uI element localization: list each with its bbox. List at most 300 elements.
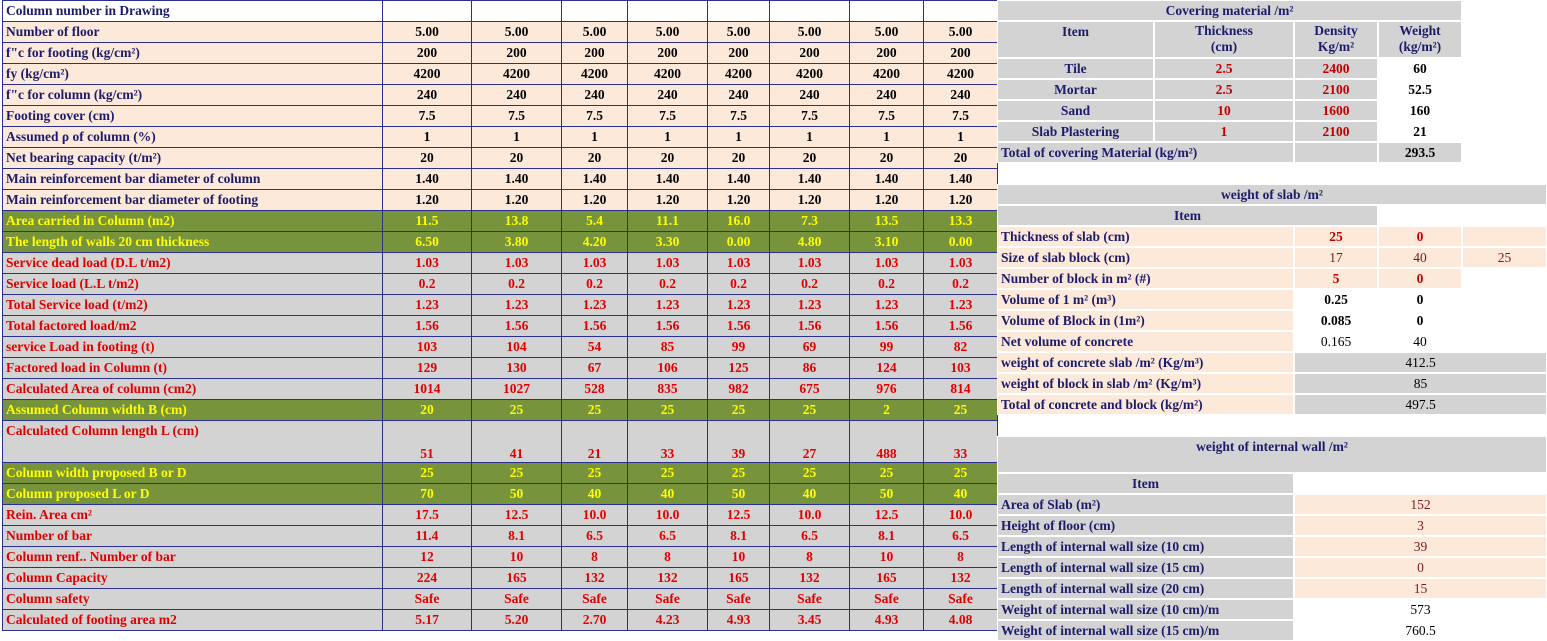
table-cell: 69 — [770, 337, 850, 358]
table-cell: 488 — [850, 421, 924, 463]
covering-density: 2100 — [1294, 121, 1378, 142]
table-cell: 240 — [472, 85, 562, 106]
table-cell: 1.56 — [628, 316, 708, 337]
table-cell: 3.30 — [628, 232, 708, 253]
covering-weight: 60 — [1378, 58, 1462, 79]
table-cell: 1.56 — [472, 316, 562, 337]
slab-blocks-v2: 0 — [1378, 268, 1462, 289]
table-cell: 4.80 — [770, 232, 850, 253]
table-row — [3, 337, 998, 358]
table-cell: 132 — [562, 568, 628, 589]
covering-thickness: 2.5 — [1154, 58, 1294, 79]
table-row — [3, 190, 998, 211]
table-cell: 106 — [628, 358, 708, 379]
table-cell: 1.20 — [472, 190, 562, 211]
slab-volblock-v2: 0 — [1378, 310, 1462, 331]
table-row — [3, 421, 998, 463]
table-cell: 4200 — [924, 64, 998, 85]
table-cell: 814 — [924, 379, 998, 400]
table-cell: 25 — [924, 400, 998, 421]
table-cell: 6.5 — [562, 526, 628, 547]
table-cell: 12.5 — [472, 505, 562, 526]
table-cell: 6.5 — [628, 526, 708, 547]
table-cell: 25 — [383, 463, 472, 484]
table-row — [3, 106, 998, 127]
table-cell: 7.5 — [562, 106, 628, 127]
table-cell: 0.00 — [924, 232, 998, 253]
table-cell: 50 — [850, 484, 924, 505]
table-cell: 1.20 — [850, 190, 924, 211]
table-cell: 25 — [472, 400, 562, 421]
slab-wconc-value: 412.5 — [1294, 352, 1547, 373]
slab-wblock-label: weight of block in slab /m² (Kg/m³) — [997, 373, 1294, 394]
table-cell: 0.00 — [708, 232, 770, 253]
table-cell: 25 — [708, 400, 770, 421]
slab-thickness-v1: 25 — [1294, 226, 1378, 247]
table-cell: 3.80 — [472, 232, 562, 253]
wall-row-value: 15 — [1294, 578, 1547, 599]
slab-thickness-label: Thickness of slab (cm) — [997, 226, 1294, 247]
table-cell: 1 — [383, 127, 472, 148]
table-cell — [850, 1, 924, 22]
covering-weight: 21 — [1378, 121, 1462, 142]
table-cell: 25 — [770, 463, 850, 484]
slab-block-size-v2: 40 — [1378, 247, 1462, 268]
table-cell: 1.23 — [383, 295, 472, 316]
table-cell: 132 — [628, 568, 708, 589]
slab-vol1-v2: 0 — [1378, 289, 1462, 310]
table-cell: 4200 — [562, 64, 628, 85]
table-cell — [472, 1, 562, 22]
covering-thickness-header: Thickness (cm) — [1154, 21, 1294, 58]
table-cell: 0.2 — [472, 274, 562, 295]
table-cell: 1.03 — [708, 253, 770, 274]
table-cell: 1.40 — [770, 169, 850, 190]
table-cell: 5.00 — [850, 22, 924, 43]
row-label: fy (kg/cm²) — [3, 64, 383, 85]
table-cell: 10 — [708, 547, 770, 568]
table-cell: 20 — [924, 148, 998, 169]
table-row — [3, 295, 998, 316]
table-cell: 200 — [472, 43, 562, 64]
table-cell: 20 — [708, 148, 770, 169]
table-cell: 54 — [562, 337, 628, 358]
table-cell: 1.40 — [850, 169, 924, 190]
row-label: Rein. Area cm² — [3, 505, 383, 526]
table-cell: 25 — [472, 463, 562, 484]
table-cell: 0.2 — [708, 274, 770, 295]
table-cell: 11.5 — [383, 211, 472, 232]
row-label: f"c for footing (kg/cm²) — [3, 43, 383, 64]
table-cell: 1.03 — [383, 253, 472, 274]
covering-total-label: Total of covering Material (kg/m²) — [997, 142, 1294, 163]
table-cell: 0.2 — [924, 274, 998, 295]
table-cell — [770, 1, 850, 22]
table-cell: 104 — [472, 337, 562, 358]
table-cell: 85 — [628, 337, 708, 358]
table-cell: 240 — [383, 85, 472, 106]
wall-row-value: 3 — [1294, 515, 1547, 536]
slab-total-label: Total of concrete and block (kg/m²) — [997, 394, 1294, 415]
wall-header-blank — [1294, 473, 1547, 494]
table-cell: 4200 — [628, 64, 708, 85]
table-cell: 1.03 — [850, 253, 924, 274]
table-row — [3, 211, 998, 232]
table-cell: 25 — [628, 400, 708, 421]
table-row — [3, 379, 998, 400]
table-cell: 130 — [472, 358, 562, 379]
table-row — [3, 1, 998, 22]
table-cell: 25 — [628, 463, 708, 484]
table-cell: Safe — [628, 589, 708, 610]
table-cell: 8 — [924, 547, 998, 568]
table-cell: 1.03 — [562, 253, 628, 274]
table-cell: 1.40 — [562, 169, 628, 190]
table-cell: 39 — [708, 421, 770, 463]
table-cell: 8.1 — [708, 526, 770, 547]
table-cell: 1.20 — [562, 190, 628, 211]
covering-weight-header: Weight (kg/m²) — [1378, 21, 1462, 58]
table-cell: 70 — [383, 484, 472, 505]
table-cell: 17.5 — [383, 505, 472, 526]
table-cell: 99 — [850, 337, 924, 358]
covering-weight: 52.5 — [1378, 79, 1462, 100]
table-cell: 11.4 — [383, 526, 472, 547]
table-cell: 13.8 — [472, 211, 562, 232]
table-cell: 13.3 — [924, 211, 998, 232]
table-cell: 67 — [562, 358, 628, 379]
table-cell: 20 — [472, 148, 562, 169]
table-cell: 976 — [850, 379, 924, 400]
table-cell: 25 — [770, 400, 850, 421]
table-cell: 25 — [850, 463, 924, 484]
slab-header-blank1 — [1378, 205, 1462, 226]
table-cell: 6.5 — [924, 526, 998, 547]
row-label: Column safety — [3, 589, 383, 610]
table-cell: 5.17 — [383, 610, 472, 631]
covering-item: Slab Plastering — [997, 121, 1154, 142]
row-label: Total factored load/m2 — [3, 316, 383, 337]
table-cell: 1.03 — [628, 253, 708, 274]
table-cell: 20 — [628, 148, 708, 169]
table-cell: 528 — [562, 379, 628, 400]
table-row — [3, 274, 998, 295]
wall-row-value: 573 — [1294, 599, 1547, 620]
wall-row-label: Length of internal wall size (20 cm) — [997, 578, 1294, 599]
table-cell: 835 — [628, 379, 708, 400]
table-cell: 40 — [924, 484, 998, 505]
table-cell: 165 — [472, 568, 562, 589]
table-cell: 20 — [383, 400, 472, 421]
table-cell: 8.1 — [850, 526, 924, 547]
table-cell: 124 — [850, 358, 924, 379]
table-row — [3, 85, 998, 106]
row-label: Column width proposed B or D — [3, 463, 383, 484]
row-label: Column Capacity — [3, 568, 383, 589]
table-cell: 4.93 — [850, 610, 924, 631]
table-cell: 7.5 — [383, 106, 472, 127]
covering-density: 2100 — [1294, 79, 1378, 100]
table-cell: 0.2 — [383, 274, 472, 295]
table-cell: 224 — [383, 568, 472, 589]
table-cell: 1.23 — [924, 295, 998, 316]
row-label: Number of floor — [3, 22, 383, 43]
slab-blocks-label: Number of block in m² (#) — [997, 268, 1294, 289]
table-cell: 7.5 — [924, 106, 998, 127]
row-label: f"c for column (kg/cm²) — [3, 85, 383, 106]
row-label: Main reinforcement bar diameter of footing — [3, 190, 383, 211]
table-cell: 1 — [708, 127, 770, 148]
table-cell: 240 — [562, 85, 628, 106]
table-cell: 125 — [708, 358, 770, 379]
table-cell: 33 — [924, 421, 998, 463]
table-cell: 165 — [850, 568, 924, 589]
table-cell: 10 — [850, 547, 924, 568]
table-cell: 99 — [708, 337, 770, 358]
table-cell — [708, 1, 770, 22]
table-cell: 240 — [628, 85, 708, 106]
slab-total-value: 497.5 — [1294, 394, 1547, 415]
table-cell: 1.03 — [924, 253, 998, 274]
table-cell: 41 — [472, 421, 562, 463]
wall-title: weight of internal wall /m² — [997, 436, 1547, 473]
table-cell: 1.20 — [708, 190, 770, 211]
slab-netvol-v1: 0.165 — [1294, 331, 1378, 352]
table-cell: 50 — [708, 484, 770, 505]
table-row — [3, 253, 998, 274]
table-cell: 1 — [770, 127, 850, 148]
table-cell: 33 — [628, 421, 708, 463]
table-cell: 4.23 — [628, 610, 708, 631]
row-label: Factored load in Column (t) — [3, 358, 383, 379]
table-cell: 20 — [383, 148, 472, 169]
table-cell: 1.03 — [472, 253, 562, 274]
table-cell: 40 — [562, 484, 628, 505]
slab-vol1-label: Volume of 1 m² (m³) — [997, 289, 1294, 310]
covering-item: Tile — [997, 58, 1154, 79]
covering-total-blank — [1294, 142, 1378, 163]
table-cell: 25 — [708, 463, 770, 484]
table-cell: 1.20 — [770, 190, 850, 211]
table-cell: 82 — [924, 337, 998, 358]
table-row — [3, 316, 998, 337]
table-cell: 1027 — [472, 379, 562, 400]
table-cell: 200 — [562, 43, 628, 64]
table-cell: 12.5 — [850, 505, 924, 526]
table-cell: Safe — [472, 589, 562, 610]
table-cell: 25 — [924, 463, 998, 484]
table-row — [3, 358, 998, 379]
table-cell: 4.93 — [708, 610, 770, 631]
covering-thickness: 10 — [1154, 100, 1294, 121]
table-cell: 1.23 — [628, 295, 708, 316]
table-cell: 21 — [562, 421, 628, 463]
row-label: service Load in footing (t) — [3, 337, 383, 358]
table-cell: 5.00 — [472, 22, 562, 43]
wall-row-label: Length of internal wall size (10 cm) — [997, 536, 1294, 557]
table-cell: 25 — [562, 463, 628, 484]
table-cell: 0.2 — [770, 274, 850, 295]
table-cell: 13.5 — [850, 211, 924, 232]
table-cell: 10.0 — [770, 505, 850, 526]
covering-density: 1600 — [1294, 100, 1378, 121]
table-cell: 1.23 — [708, 295, 770, 316]
table-cell: 1.23 — [472, 295, 562, 316]
row-label: Number of bar — [3, 526, 383, 547]
table-row — [3, 22, 998, 43]
table-cell: 6.50 — [383, 232, 472, 253]
wall-row-label: Area of Slab (m²) — [997, 494, 1294, 515]
table-cell: 4.20 — [562, 232, 628, 253]
slab-block-size-label: Size of slab block (cm) — [997, 247, 1294, 268]
slab-vol1-v1: 0.25 — [1294, 289, 1378, 310]
table-row — [3, 505, 998, 526]
table-cell: 5.00 — [562, 22, 628, 43]
row-label: Assumed ρ of column (%) — [3, 127, 383, 148]
table-cell: 240 — [924, 85, 998, 106]
column-design-table — [2, 0, 998, 631]
table-cell — [383, 1, 472, 22]
slab-block-size-v1: 17 — [1294, 247, 1378, 268]
table-cell: 20 — [770, 148, 850, 169]
table-cell: 11.1 — [628, 211, 708, 232]
covering-item: Mortar — [997, 79, 1154, 100]
table-cell: 1.40 — [472, 169, 562, 190]
table-cell: 20 — [850, 148, 924, 169]
table-row — [3, 400, 998, 421]
row-label: Calculated Area of column (cm2) — [3, 379, 383, 400]
row-label: Calculated Column length L (cm) — [3, 421, 383, 463]
table-cell: 8 — [562, 547, 628, 568]
covering-thickness: 1 — [1154, 121, 1294, 142]
table-cell: 7.5 — [770, 106, 850, 127]
wall-row-value: 152 — [1294, 494, 1547, 515]
table-cell: 51 — [383, 421, 472, 463]
table-row — [3, 484, 998, 505]
table-cell: 4200 — [770, 64, 850, 85]
table-cell: 5.4 — [562, 211, 628, 232]
table-cell: 4200 — [472, 64, 562, 85]
table-cell: 10.0 — [628, 505, 708, 526]
table-cell: 12.5 — [708, 505, 770, 526]
table-cell — [628, 1, 708, 22]
table-cell: 1014 — [383, 379, 472, 400]
table-cell: 6.5 — [770, 526, 850, 547]
slab-thickness-blank — [1462, 226, 1547, 247]
covering-item: Sand — [997, 100, 1154, 121]
table-cell: 7.5 — [850, 106, 924, 127]
table-cell: 1.03 — [770, 253, 850, 274]
slab-title: weight of slab /m² — [997, 184, 1547, 205]
row-label: Main reinforcement bar diameter of column — [3, 169, 383, 190]
wall-row-value: 39 — [1294, 536, 1547, 557]
table-cell: 2.70 — [562, 610, 628, 631]
table-cell: 1 — [472, 127, 562, 148]
table-cell: 40 — [770, 484, 850, 505]
table-cell: 675 — [770, 379, 850, 400]
covering-thickness: 2.5 — [1154, 79, 1294, 100]
table-cell: 1.40 — [383, 169, 472, 190]
table-cell: 40 — [628, 484, 708, 505]
table-cell: 5.20 — [472, 610, 562, 631]
table-cell: 1.56 — [562, 316, 628, 337]
slab-netvol-v2: 40 — [1378, 331, 1462, 352]
table-cell: 240 — [708, 85, 770, 106]
table-cell: Safe — [708, 589, 770, 610]
side-panel — [997, 0, 1547, 636]
table-cell: 7.5 — [708, 106, 770, 127]
table-row — [3, 589, 998, 610]
table-cell: 132 — [924, 568, 998, 589]
table-row — [3, 64, 998, 85]
slab-volblock-label: Volume of Block in (1m²) — [997, 310, 1294, 331]
table-cell: 1 — [628, 127, 708, 148]
table-cell: 132 — [770, 568, 850, 589]
table-cell: 5.00 — [770, 22, 850, 43]
table-cell: 10.0 — [562, 505, 628, 526]
table-cell: 1.23 — [850, 295, 924, 316]
wall-row-value: 0 — [1294, 557, 1547, 578]
table-cell: 4.08 — [924, 610, 998, 631]
covering-weight: 160 — [1378, 100, 1462, 121]
table-cell: 8 — [770, 547, 850, 568]
table-cell: 20 — [562, 148, 628, 169]
covering-item-header: Item — [997, 21, 1154, 58]
covering-total-value: 293.5 — [1378, 142, 1462, 163]
row-label: Total Service load (t/m2) — [3, 295, 383, 316]
table-row — [3, 169, 998, 190]
table-cell: 1.56 — [850, 316, 924, 337]
table-cell: 982 — [708, 379, 770, 400]
table-cell: 7.5 — [472, 106, 562, 127]
table-cell: 5.00 — [924, 22, 998, 43]
table-cell: 1.40 — [628, 169, 708, 190]
table-cell: 240 — [850, 85, 924, 106]
table-cell: 103 — [383, 337, 472, 358]
table-cell: 200 — [850, 43, 924, 64]
table-cell: 5.00 — [708, 22, 770, 43]
row-label: Footing cover (cm) — [3, 106, 383, 127]
slab-volblock-v1: 0.085 — [1294, 310, 1378, 331]
table-cell: Safe — [383, 589, 472, 610]
table-cell: 5.00 — [383, 22, 472, 43]
row-label: Net bearing capacity (t/m²) — [3, 148, 383, 169]
row-label: The length of walls 20 cm thickness — [3, 232, 383, 253]
table-cell: 4200 — [708, 64, 770, 85]
table-cell: 0.2 — [628, 274, 708, 295]
table-row — [3, 568, 998, 589]
table-cell: 86 — [770, 358, 850, 379]
table-cell: Safe — [562, 589, 628, 610]
slab-wblock-value: 85 — [1294, 373, 1547, 394]
table-cell: 3.10 — [850, 232, 924, 253]
table-cell: 1.20 — [924, 190, 998, 211]
covering-density-header: Density Kg/m² — [1294, 21, 1378, 58]
slab-wconc-label: weight of concrete slab /m² (Kg/m³) — [997, 352, 1294, 373]
wall-row-label: Height of floor (cm) — [997, 515, 1294, 536]
table-cell: 1.40 — [924, 169, 998, 190]
table-cell: 1.20 — [628, 190, 708, 211]
table-cell: 7.3 — [770, 211, 850, 232]
table-cell: 103 — [924, 358, 998, 379]
wall-row-label: Weight of internal wall size (15 cm)/m — [997, 620, 1294, 641]
table-cell: 200 — [708, 43, 770, 64]
table-cell: 12 — [383, 547, 472, 568]
row-label: Column number in Drawing — [3, 1, 383, 22]
table-row — [3, 43, 998, 64]
row-label: Column renf.. Number of bar — [3, 547, 383, 568]
table-cell: 1.56 — [383, 316, 472, 337]
